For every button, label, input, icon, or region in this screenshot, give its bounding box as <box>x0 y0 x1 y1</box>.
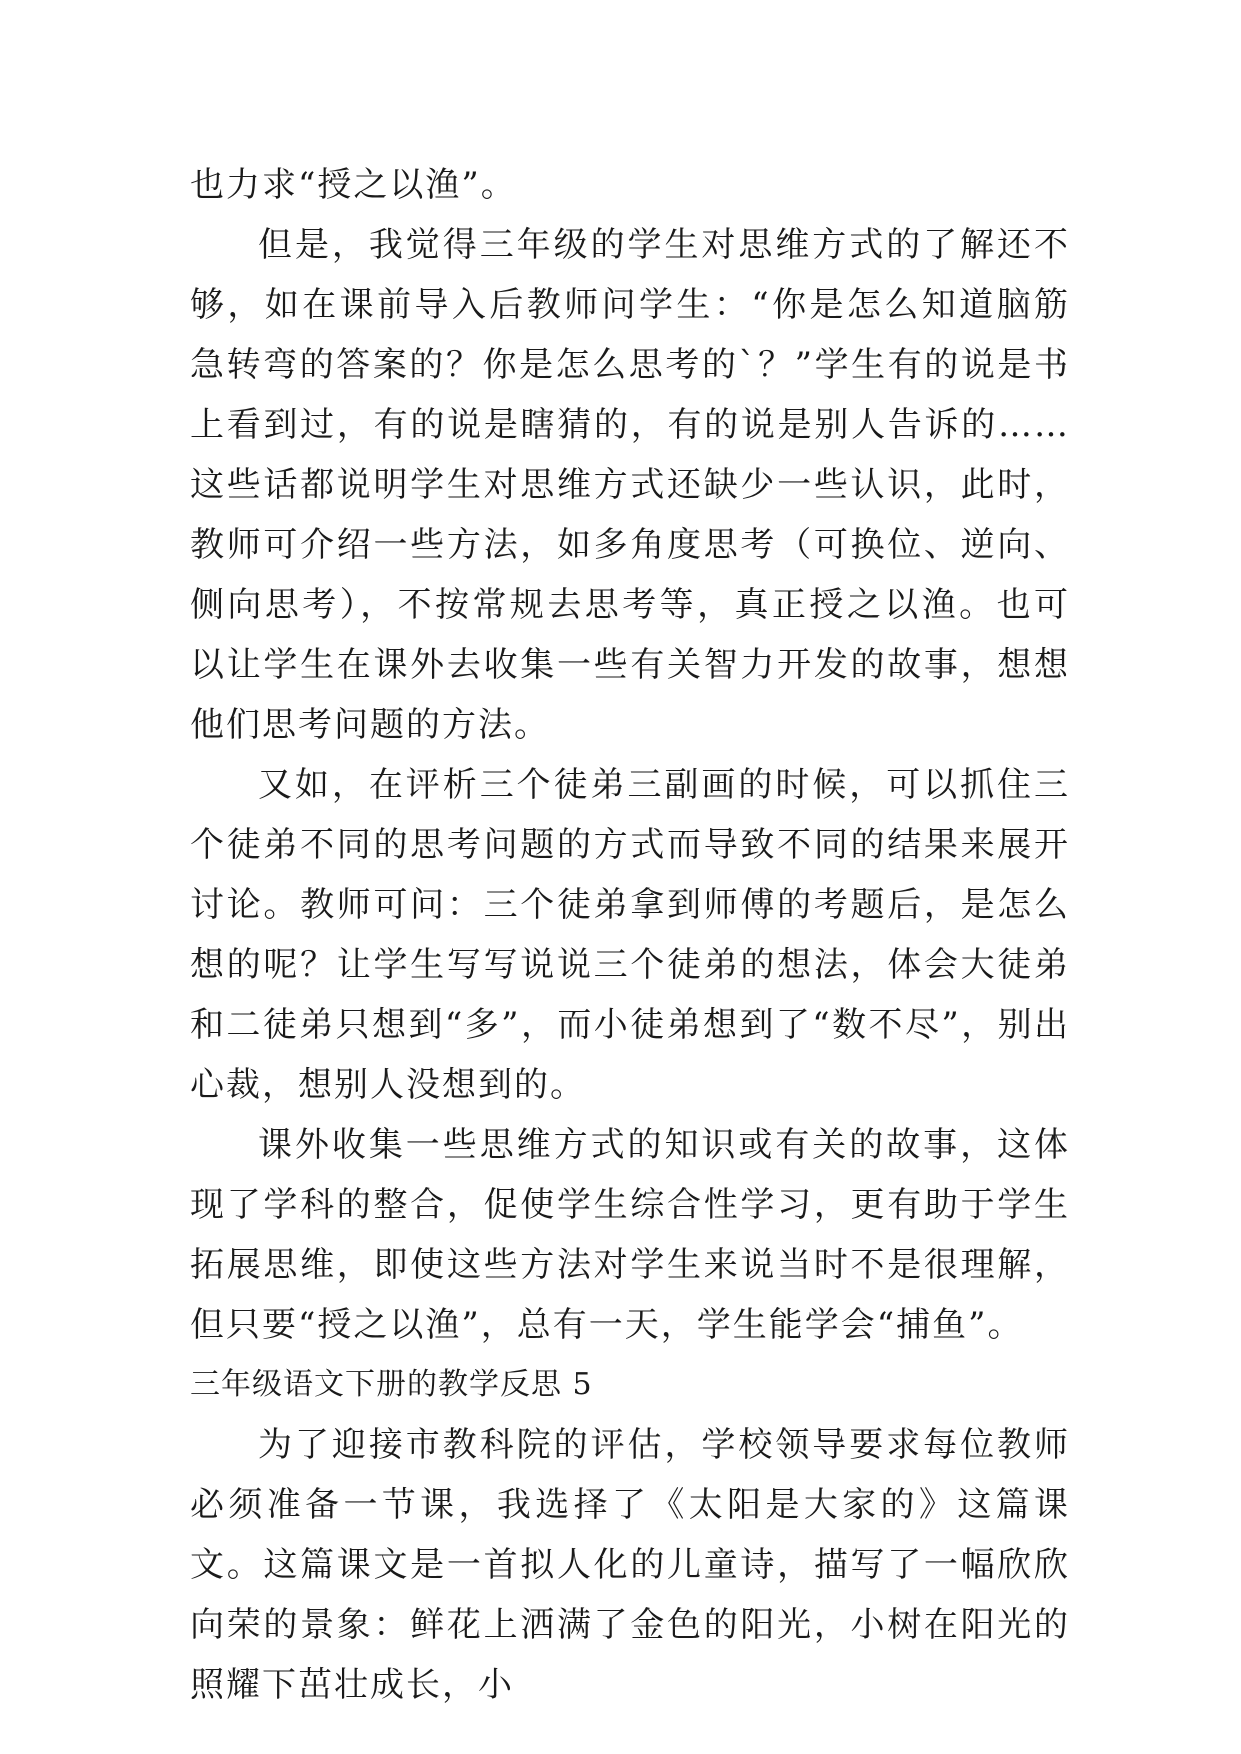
section-heading: 三年级语文下册的教学反思 5 <box>190 1367 593 1402</box>
paragraph-thinking-methods: 但是，我觉得三年级的学生对思维方式的了解还不够，如在课前导入后教师问学生：“你是怎么知道脑筋急转弯的答案的？你是怎么思考的`？”学生有的说是书上看到过，有的说是瞎猜的，有的说是别人告诉的……这些话都说明学生对思维方式还缺少一些认识，此时，教师可介绍一些方法，如多角度思考（可换位、逆向、侧向思考），不按常规去思考等，真正授之以渔。也可以让学生在课外去收集一些有关智力开发的故事，想想他们思考问题的方法。 <box>190 225 1070 745</box>
paragraph-extracurricular: 课外收集一些思维方式的知识或有关的故事，这体现了学科的整合，促使学生综合性学习，更有助于学生拓展思维，即使这些方法对学生来说当时不是很理解，但只要“授之以渔”，总有一天，学生能学会“捕鱼”。 <box>190 1125 1070 1345</box>
paragraph-three-apprentices: 又如，在评析三个徒弟三副画的时候，可以抓住三个徒弟不同的思考问题的方式而导致不同的结果来展开讨论。教师可问：三个徒弟拿到师傅的考题后，是怎么想的呢？让学生写写说说三个徒弟的想法，体会大徒弟和二徒弟只想到“多”，而小徒弟想到了“数不尽”，别出心裁，想别人没想到的。 <box>190 765 1070 1105</box>
paragraph-continuation: 也力求“授之以渔”。 <box>190 165 517 205</box>
document-body <box>190 155 1070 1715</box>
paragraph-evaluation-lesson: 为了迎接市教科院的评估，学校领导要求每位教师必须准备一节课，我选择了《太阳是大家的》这篇课文。这篇课文是一首拟人化的儿童诗，描写了一幅欣欣向荣的景象：鲜花上洒满了金色的阳光，小树在阳光的照耀下茁壮成长，小 <box>190 1425 1070 1705</box>
